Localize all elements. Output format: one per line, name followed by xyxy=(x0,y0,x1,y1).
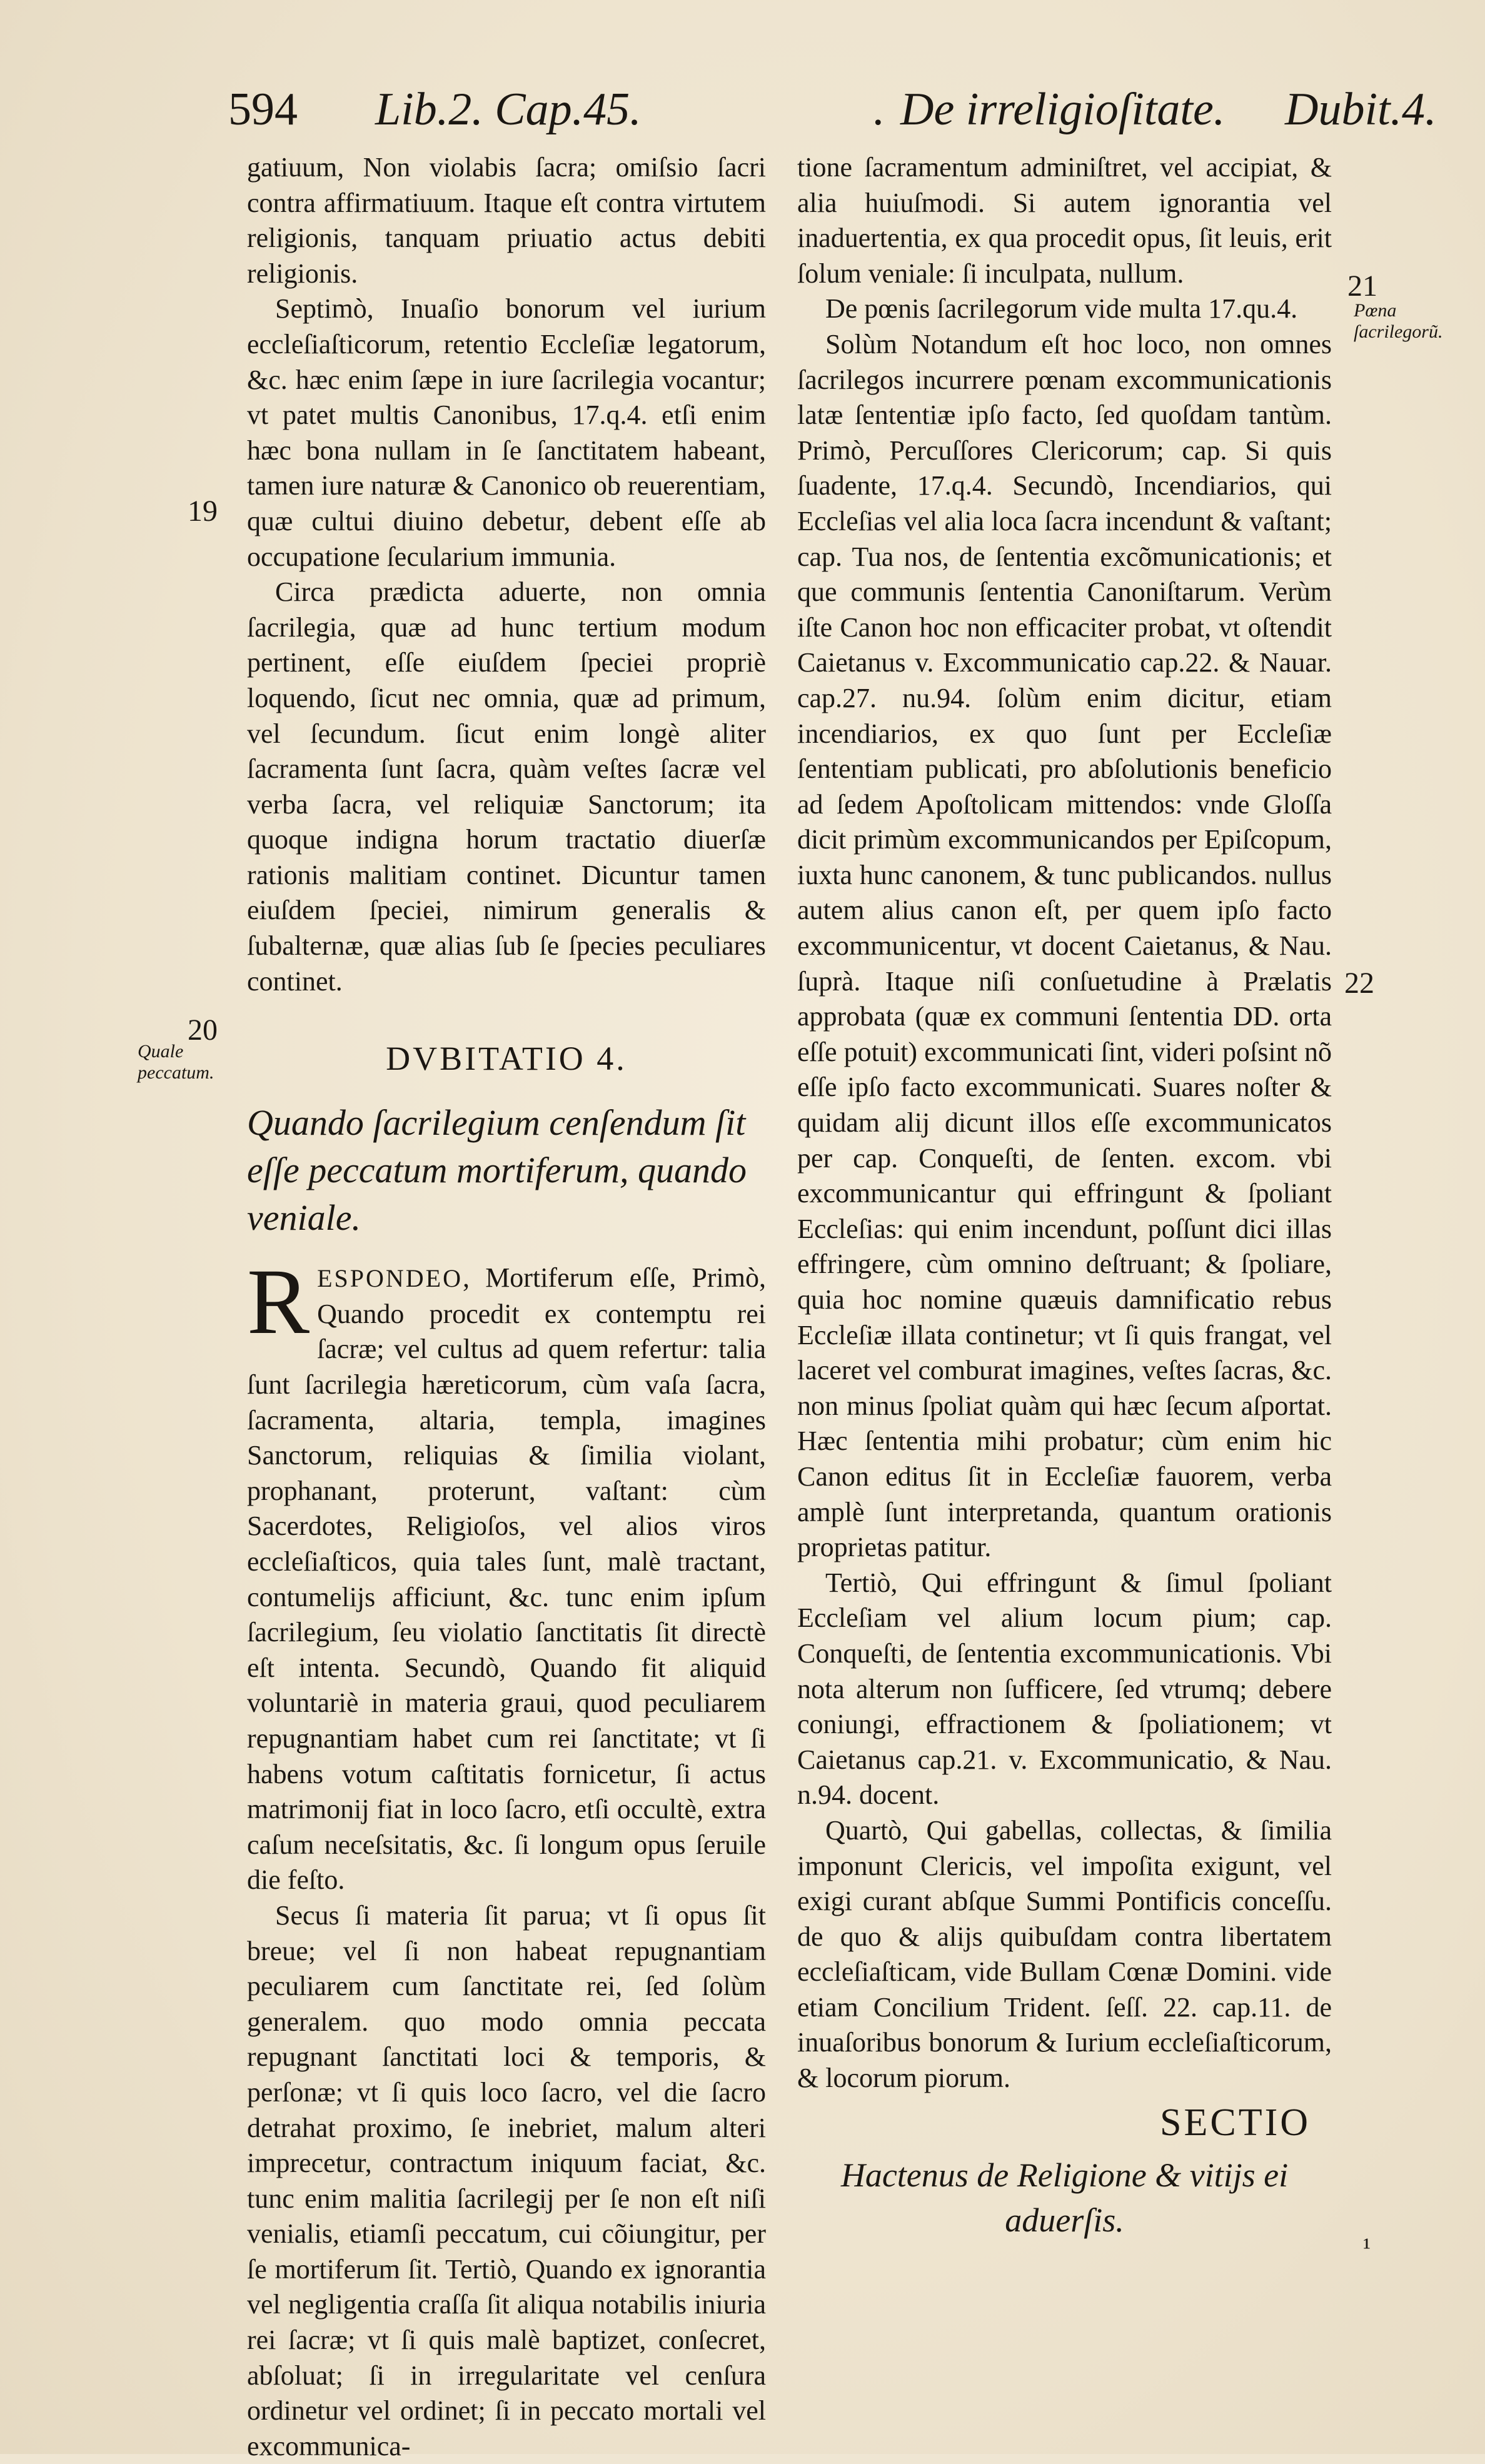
right-paragraph-5: Quartò, Qui gabellas, collectas, & ſimilia imponunt Clericis, vel impoſita exigunt, vel exigi curant abſque Summi Pontificis conceſſu. de quo & alijs quibuſdam contra libertatem eccleſiaſticam, vide Bullam Cœnæ Domini. vide etiam Concilium Trident. ſeſſ. 22. cap.11. de inuaſoribus bonorum & Iurium eccleſiaſticorum, & locorum piorum. xyxy=(797,1814,1332,2094)
left-paragraph-2: Septimò, Inuaſio bonorum vel iurium eccleſiaſticorum, retentio Eccleſiæ legatorum, &c. hæc enim ſæpe in iure ſacrilegia vocantur; vt patet multis Canonibus, 17.q.4. etſi enim hæc bona nullam in ſe ſanctitatem habeant, tamen iure naturæ & Canonico ob reuerentiam, quæ cultui diuino debetur, debent eſſe ab occupatione ſecularium immunia. xyxy=(247,293,766,572)
margin-number-20: 20 xyxy=(188,1013,218,1047)
dubitatio-heading: DVBITATIO 4. xyxy=(386,1040,627,1078)
margin-note-quale-peccatum: Quale peccatum. xyxy=(138,1041,214,1083)
right-paragraph-3: Solùm Notandum eſt hoc loco, non omnes ſacrilegos incurrere pœnam excommunicationis latæ ſententiæ ipſo facto, ſed quoſdam tantùm. Primò, Percuſſores Clericorum; cap. Si quis ſuadente, 17.q.4. Secundò, Incendiarios, qui Eccleſias vel alia loca ſacra incendunt & vaſtant; cap. Tua nos, de ſententia excõmunicationis; et que communis ſententia Canoniſtarum. Verùm iſte Canon hoc non efficaciter probat, vt oſtendit Caietanus v. Excommunicatio cap.22. & Nauar. cap.27. nu.94. ſolùm enim dicitur, etiam incendiarios, ex quo ſunt per Eccleſiæ ſententiam publicati, pro abſolutionis beneficio ad ſedem Apoſtolicam mittendos: vnde Gloſſa dicit primùm excommunicandos per Epiſcopum, iuxta hunc canonem, & tunc publicandos. nullus autem alius canon eſt, per quem ipſo facto excommunicentur, vt docent Caietanus, & Nau. ſuprà. Itaque niſi conſuetudine à Prælatis approbata (quæ ex communi ſententia DD. orta eſſe potuit) excommunicati ſint, videri poſsint nõ eſſe ipſo facto excommunicati. Suares noſter & quidam alij dicunt illos eſſe excommunicatos per cap. Conqueſti, de ſenten. excom. vbi excommunicantur qui effringunt & ſpoliant Eccleſias: qui enim incendunt, poſſunt dici illas effringere, cùm omnino deſtruant; & ſpoliare, quia hoc nomine quæuis damnificatio rebus Eccleſiæ illata continetur; vt ſi quis frangat, vel laceret vel comburat imagines, veſtes ſacras, &c. non minus ſpoliat quàm qui hæc ſecum aſportat. Hæc ſententia mihi probatur; cùm enim hic Canon editus ſit in Eccleſiæ fauorem, verba amplè ſunt interpretanda, quantum orationis proprietas patitur. xyxy=(797,328,1332,1563)
right-paragraph-1: tione ſacramentum adminiſtret, vel accipiat, & alia huiuſmodi. Si autem ignorantia vel inaduertentia, ex qua procedit opus, ſit leuis, erit ſolum veniale: ſi inculpata, nullum. xyxy=(797,152,1332,289)
closing-heading: Hactenus de Religione & vitijs ei aduerſis. xyxy=(840,2156,1289,2239)
header-dubitatio: Dubit.4. xyxy=(1285,84,1437,135)
header-book-chapter: Lib.2. Cap.45. xyxy=(375,84,642,135)
right-column xyxy=(797,150,1332,2243)
stray-ink-mark: ¹ xyxy=(1363,2233,1371,2261)
dubitatio-question: Quando ſacrilegium cenſendum ſit eſſe peccatum mortiferum, quando veniale. xyxy=(247,1102,747,1239)
drop-cap: R xyxy=(247,1250,310,1354)
margin-number-21: 21 xyxy=(1347,269,1377,303)
left-paragraph-1: gatiuum, Non violabis ſacra; omiſsio ſacri contra affirmatiuum. Itaque eſt contra virtutem religionis, tanquam priuatio actus debiti religionis. xyxy=(247,152,766,289)
margin-number-19: 19 xyxy=(188,495,218,528)
respondeo-paragraph xyxy=(247,1250,766,1898)
header-separator: . xyxy=(872,84,884,135)
running-header xyxy=(228,75,1437,144)
catchword: SECTIO xyxy=(1160,2101,1311,2144)
page-number: 594 xyxy=(228,84,298,135)
header-title: De irreligioſitate. xyxy=(900,84,1226,135)
right-paragraph-2: De pœnis ſacrilegorum vide multa 17.qu.4. xyxy=(825,293,1298,324)
respondeo-text: , Mortiferum eſſe, Primò, Quando procedit ex contemptu rei ſacræ; vel cultus ad quem refertur: talia ſunt ſacrilegia hæreticorum, cùm vaſa ſacra, ſacramenta, altaria, templa, imagines Sanctorum, reliquias & ſimilia violant, prophanant, proterunt, vaſtant: cùm Sacerdotes, Religioſos, vel alios viros eccleſiaſticos, quia tales ſunt, malè tractant, contumelijs afficiunt, &c. tunc enim ipſum ſacrilegium, ſeu violatio ſanctitatis ſit directè eſt intenta. Secundò, Quando fit aliquid voluntariè in materia graui, quod peculiarem repugnantiam habet cum rei ſanctitate; vt ſi habens votum caſtitatis fornicetur, ſi actus matrimonij fiat in loco ſacro, etſi occultè, extra caſum neceſsitatis, &c. ſi longum opus ſeruile die feſto. xyxy=(247,1262,766,1896)
left-paragraph-3: Circa prædicta aduerte, non omnia ſacrilegia, quæ ad hunc tertium modum pertinent, eſſe eiuſdem ſpeciei propriè loquendo, ſicut nec omnia, quæ ad primum, vel ſecundum. ſicut enim longè aliter ſacramenta ſunt ſacra, quàm veſtes ſacræ vel verba ſacra, vel reliquiæ Sanctorum; ita quoque indigna horum tractatio diuerſæ rationis malitiam continet. Dicuntur tamen eiuſdem ſpeciei, nimirum generalis & ſubalternæ, quæ alias ſub ſe ſpecies peculiares continet. xyxy=(247,576,766,997)
respondeo-word: ESPONDEO xyxy=(317,1264,463,1293)
right-paragraph-4: Tertiò, Qui effringunt & ſimul ſpoliant Eccleſiam vel alium locum pium; cap. Conqueſti, de ſententia excommunicationis. Vbi nota alterum non ſufficere, ſed vtrumq; debere coniungi, effractionem & ſpoliationem; vt Caietanus cap.21. v. Excommunicatio, & Nau. n.94. docent. xyxy=(797,1567,1332,1811)
left-column xyxy=(247,150,766,2464)
margin-note-poena-sacrilegorum: Pœna ſacrilegorũ. xyxy=(1354,300,1443,342)
margin-number-22: 22 xyxy=(1344,967,1374,1000)
left-paragraph-5: Secus ſi materia ſit parua; vt ſi opus ſit breue; vel ſi non habeat repugnantiam peculiarem cum ſanctitate rei, ſed ſolùm generalem. quo modo omnia peccata repugnant ſanctitati loci & temporis, & perſonæ; vt ſi quis loco ſacro, vel die ſacro detrahat proximo, ſe inebriet, malum alteri imprecetur, contractum iniquum faciat, &c. tunc enim malitia ſacrilegij per ſe non eſt niſi venialis, etiamſi peccatum, cui cõiungitur, per ſe mortiferum ſit. Tertiò, Quando ex ignorantia vel negligentia craſſa ſit aliqua notabilis iniuria rei ſacræ; vt ſi quis malè baptizet, conſecret, abſoluat; ſi in irregularitate vel cenſura ordinetur vel ordinet; ſi in peccato mortali vel excommunica- xyxy=(247,1899,766,2461)
